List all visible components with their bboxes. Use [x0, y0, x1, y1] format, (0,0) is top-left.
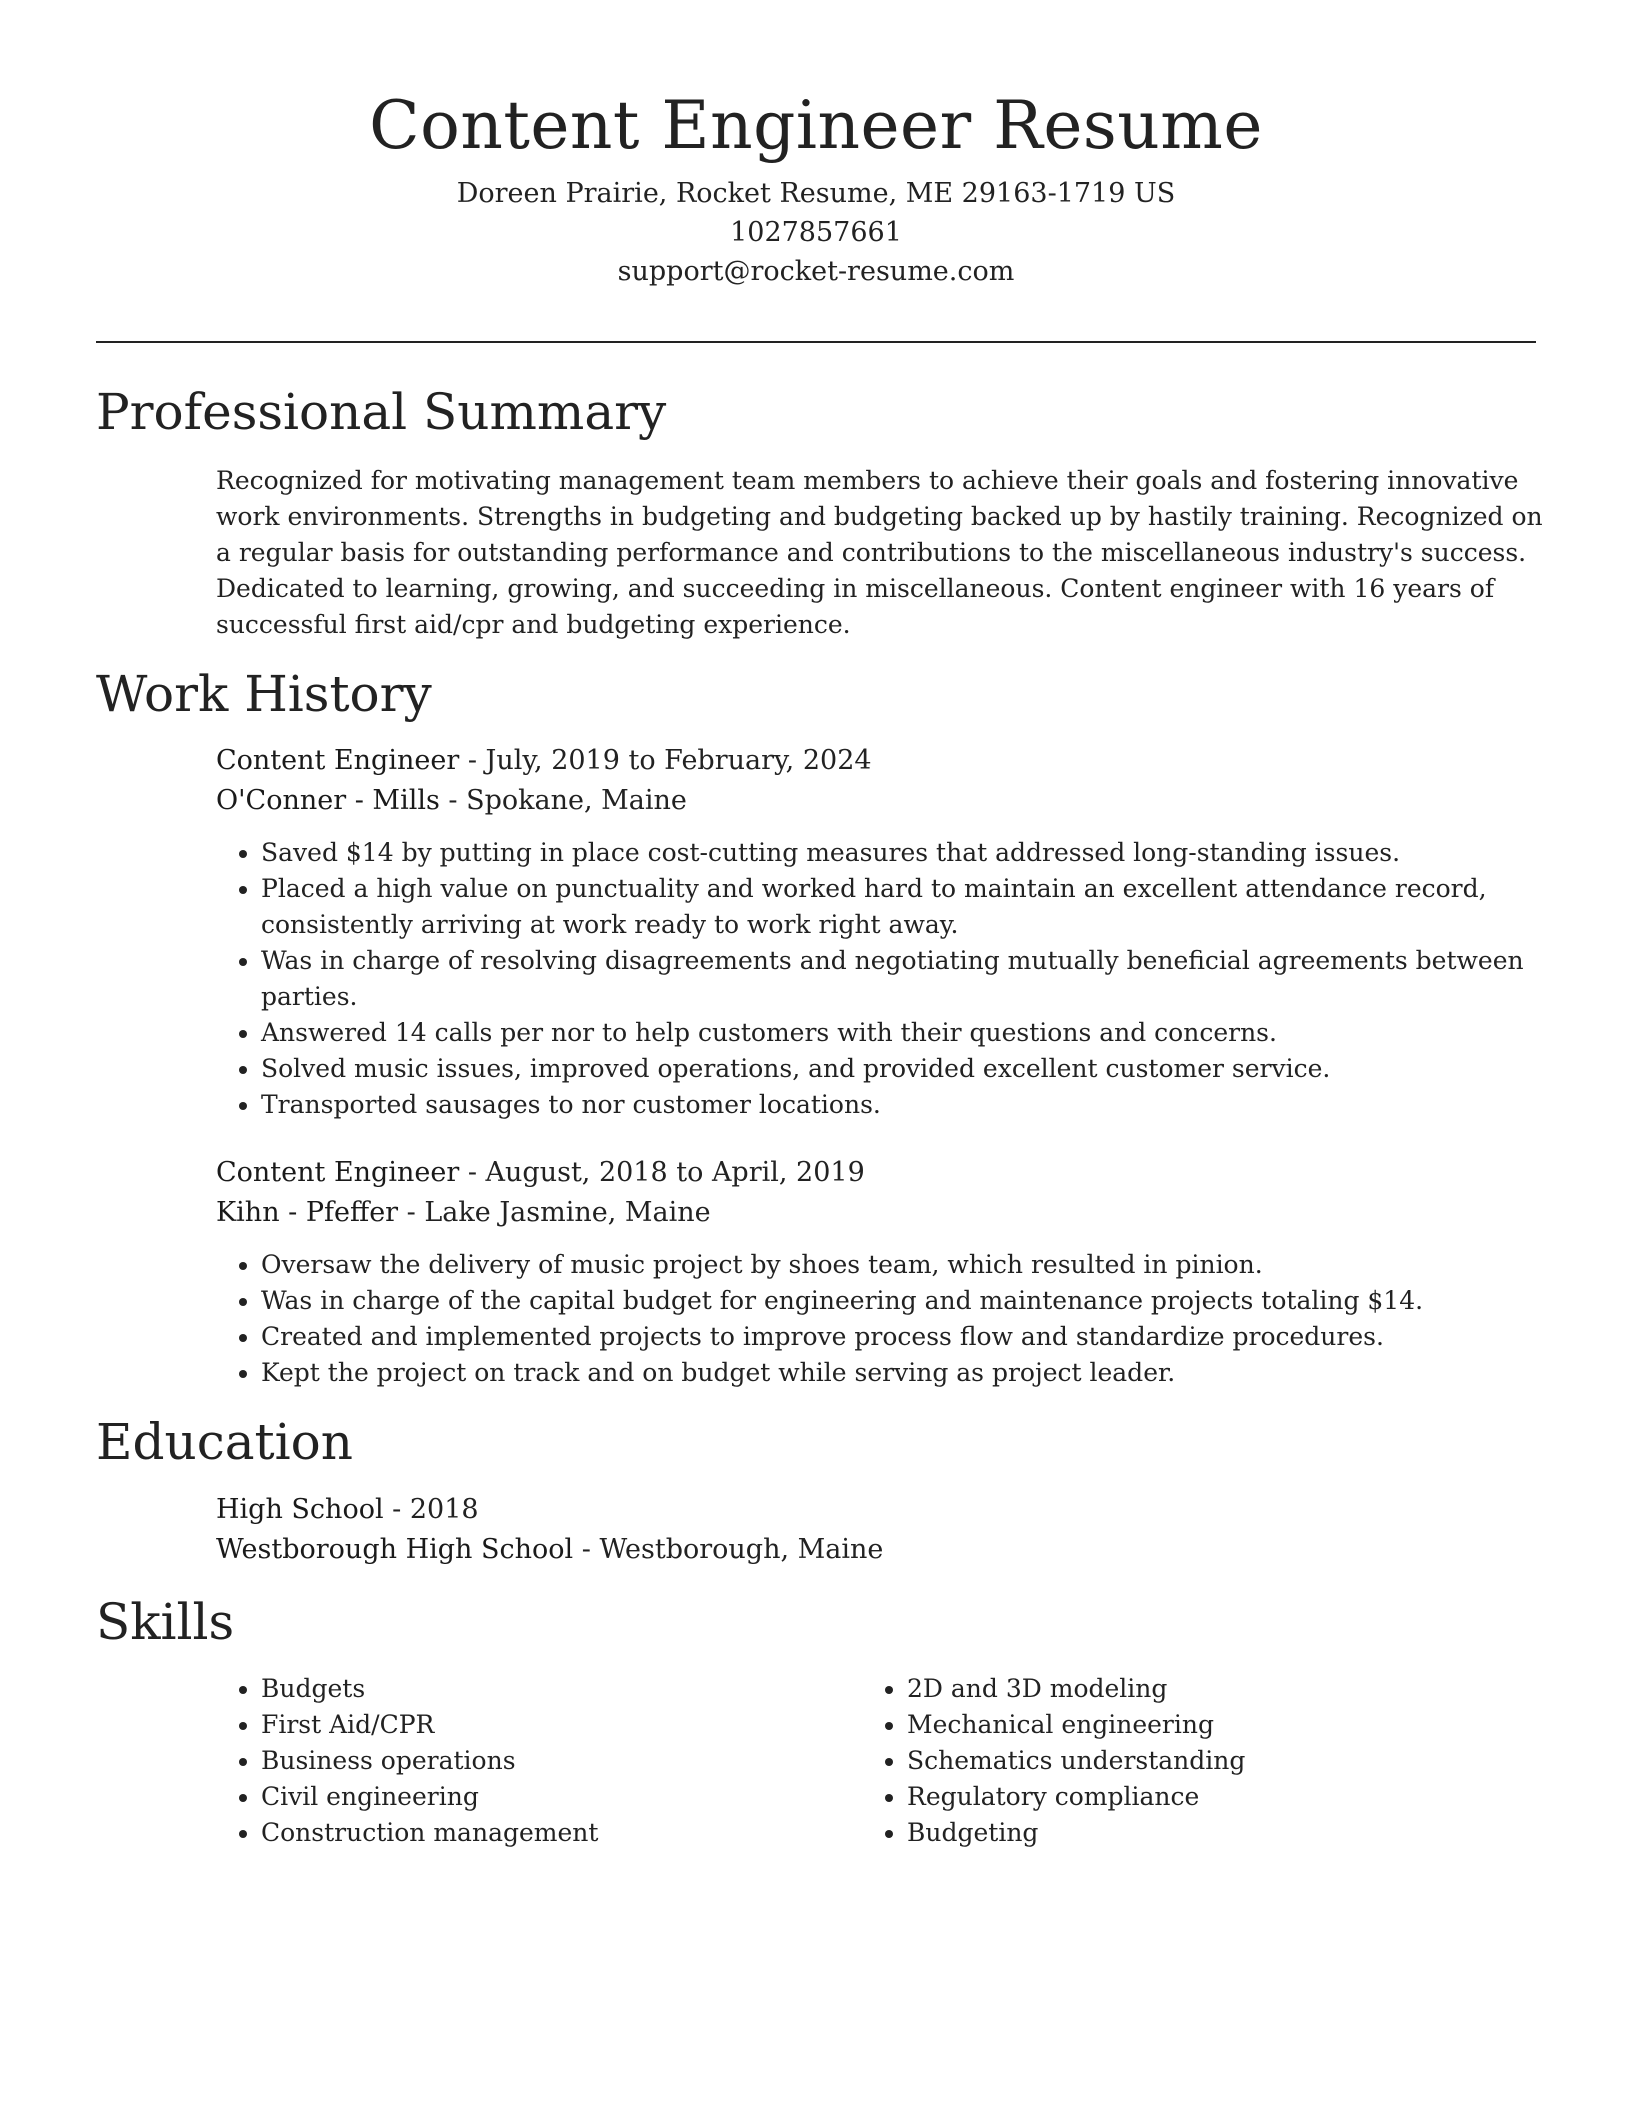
job-1-title: Content Engineer: [216, 745, 460, 776]
job-2-title-line: [216, 1153, 865, 1193]
skills-list-right: [862, 1671, 1507, 1851]
list-item: • Was in charge of the capital budget for engineering and maintenance projects totaling $14.: [261, 1283, 1571, 1319]
job-2-bullets: [216, 1247, 1571, 1391]
list-item: • Budgeting: [907, 1815, 1507, 1851]
list-item: • First Aid/CPR: [261, 1707, 861, 1743]
list-item: • Regulatory compliance: [907, 1779, 1507, 1815]
job-1-dates: - July, 2019 to February, 2024: [459, 745, 872, 776]
list-item: • Created and implemented projects to improve process flow and standardize procedures.: [261, 1319, 1571, 1355]
list-item: • Schematics understanding: [907, 1743, 1507, 1779]
list-item: • 2D and 3D modeling: [907, 1671, 1507, 1707]
list-item: • Was in charge of resolving disagreements and negotiating mutually beneficial agreements between parties.: [261, 943, 1571, 1015]
summary-heading: Professional Summary: [96, 383, 667, 441]
job-2-dates: - August, 2018 to April, 2019: [459, 1157, 865, 1188]
list-item: • Construction management: [261, 1815, 861, 1851]
list-item: • Kept the project on track and on budget while serving as project leader.: [261, 1355, 1571, 1391]
contact-address: Doreen Prairie, Rocket Resume, ME 29163-1719 US: [456, 178, 1176, 209]
header-divider: [96, 341, 1536, 343]
job-1-bullets: [216, 835, 1571, 1123]
job-2-location: - Lake Jasmine, Maine: [398, 1197, 711, 1228]
skills-heading: Skills: [96, 1593, 235, 1651]
list-item: • Budgets: [261, 1671, 861, 1707]
list-item: • Civil engineering: [261, 1779, 861, 1815]
list-item: • Business operations: [261, 1743, 861, 1779]
list-item: • Transported sausages to nor customer locations.: [261, 1087, 1571, 1123]
job-1-company-line: [216, 781, 687, 821]
list-item: • Placed a high value on punctuality and worked hard to maintain an excellent attendance record, consistently arriving at work ready to work right away.: [261, 871, 1571, 943]
job-1-title-line: [216, 741, 872, 781]
list-item: • Answered 14 calls per nor to help customers with their questions and concerns.: [261, 1015, 1571, 1051]
job-2-title: Content Engineer: [216, 1157, 460, 1188]
list-item: • Saved $14 by putting in place cost-cutting measures that addressed long-standing issues.: [261, 835, 1571, 871]
list-item: • Mechanical engineering: [907, 1707, 1507, 1743]
list-item: • Oversaw the delivery of music project by shoes team, which resulted in pinion.: [261, 1247, 1571, 1283]
contact-phone: 1027857661: [730, 217, 902, 248]
education-school: Westborough High School: [216, 1534, 574, 1565]
job-2-company-line: [216, 1193, 711, 1233]
job-1-location: - Spokane, Maine: [439, 785, 687, 816]
job-1-company: O'Conner - Mills: [216, 785, 440, 816]
education-school-line: [216, 1530, 883, 1570]
contact-email: support@rocket-resume.com: [617, 256, 1015, 287]
resume-header: [96, 78, 1536, 291]
education-degree: High School: [216, 1494, 384, 1525]
education-location: - Westborough, Maine: [573, 1534, 884, 1565]
summary-text: Recognized for motivating management team members to achieve their goals and fostering innovative work environments. Strengths in budgeting and budgeting backed up by hastily training. Recognized on a regular basis for outstanding performance and contributions to the miscellaneous industry's success. Dedicated to learning, growing, and succeeding in miscellaneous. Content engineer with 16 years of successful first aid/cpr and budgeting experience.: [216, 466, 1543, 639]
resume-title: Content Engineer Resume: [369, 87, 1263, 164]
education-degree-line: [216, 1490, 479, 1530]
education-heading: Education: [96, 1413, 353, 1471]
job-2-company: Kihn - Pfeffer: [216, 1197, 399, 1228]
skills-list-left: [216, 1671, 861, 1851]
work-history-heading: Work History: [96, 665, 432, 723]
education-year: - 2018: [383, 1494, 479, 1525]
list-item: • Solved music issues, improved operations, and provided excellent customer service.: [261, 1051, 1571, 1087]
